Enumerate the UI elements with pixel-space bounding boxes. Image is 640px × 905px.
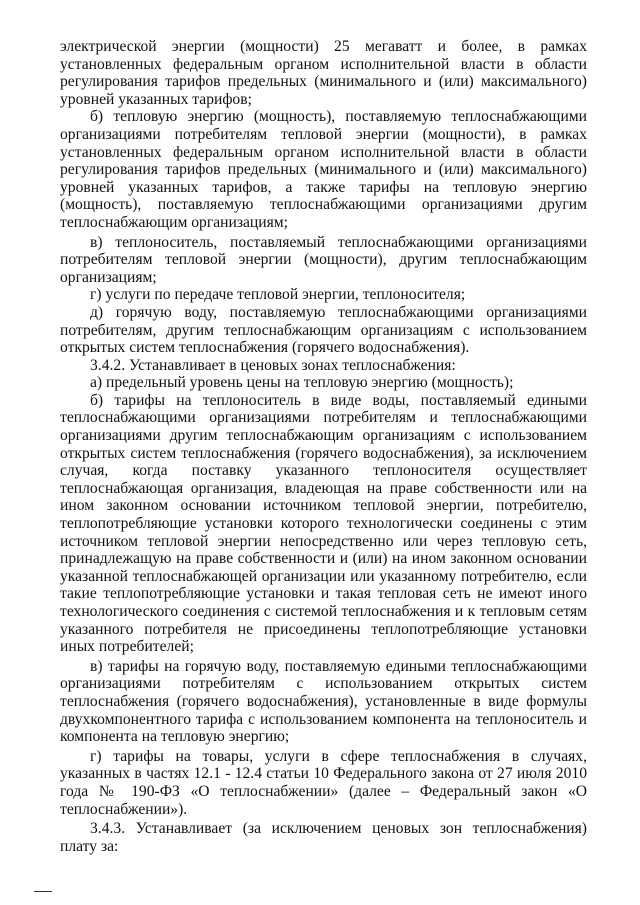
paragraph-item-g-goods-services-tariffs: г) тарифы на товары, услуги в сфере теплоснабжения в случаях, указанных в частях 12.1 - 12.4 статьи 10 Федерального закона от 27 июля 2010 года № 190-ФЗ «О теплоснабжении» (далее – Федеральный закон «О теплоснабжении»). bbox=[60, 747, 587, 818]
paragraph-continuation: электрической энергии (мощности) 25 мегаватт и более, в рамках установленных федеральным органом исполнительной власти в области регулирования тарифов предельных (минимального и (или) максимального) уровней указанных тарифов; bbox=[60, 38, 587, 108]
paragraph-item-g-transfer-services: г) услуги по передаче тепловой энергии, теплоносителя; bbox=[90, 286, 466, 304]
document-body bbox=[60, 38, 587, 855]
paragraph-item-a-price-limit: а) предельный уровень цены на тепловую энергию (мощность); bbox=[90, 374, 514, 392]
paragraph-section-3-4-3: 3.4.3. Устанавливает (за исключением ценовых зон теплоснабжения) плату за: bbox=[60, 820, 587, 855]
paragraph-item-b-heat-carrier-tariffs: б) тарифы на теплоноситель в виде воды, поставляемый едиными теплоснабжающими организациями потребителям и теплоснабжающими организациями другим теплоснабжающим организациям с использованием открытых систем теплоснабжения (горячего водоснабжения), за исключением случая, когда поставку указанного теплоносителя осуществляет теплоснабжающая организация, владеющая на праве собственности или на ином законном основании источником тепловой энергии, потребителю, теплопотребляющие установки которого технологически соединены с этим источником тепловой энергии непосредственно или через тепловую сеть, принадлежащую на праве собственности и (или) на ином законном основании указанной теплоснабжающей организации или указанному потребителю, если такие теплопотребляющие установки и такая тепловая сеть не имеют иного технологического соединения с системой теплоснабжения и к тепловым сетям указанного потребителя не присоединены теплопотребляющие установки иных потребителей; bbox=[60, 391, 587, 656]
footer-divider bbox=[34, 891, 52, 892]
paragraph-item-v-hot-water-tariffs: в) тарифы на горячую воду, поставляемую едиными теплоснабжающими организациями потребителям с использованием открытых систем теплоснабжения (горячего водоснабжения), установленные в виде формулы двухкомпонентного тарифа с использованием компонента на теплоноситель и компонента на тепловую энергию; bbox=[60, 657, 587, 746]
paragraph-item-v-heat-carrier: в) теплоноситель, поставляемый теплоснабжающими организациями потребителям тепловой энергии (мощности), другим теплоснабжающим организациям; bbox=[60, 233, 587, 286]
paragraph-item-b-heat-energy: б) тепловую энергию (мощность), поставляемую теплоснабжающими организациями потребителям тепловой энергии (мощности), в рамках установленных федеральным органом исполнительной власти в области регулирования тарифов предельных (минимального и (или) максимального) уровней указанных тарифов, а также тарифы на тепловую энергию (мощность), поставляемую теплоснабжающими организациями другим теплоснабжающим организациям; bbox=[60, 108, 587, 231]
paragraph-section-3-4-2: 3.4.2. Устанавливает в ценовых зонах теплоснабжения: bbox=[90, 356, 456, 374]
paragraph-item-d-hot-water: д) горячую воду, поставляемую теплоснабжающими организациями потребителям, другим теплоснабжающим организациям с использованием открытых систем теплоснабжения (горячего водоснабжения). bbox=[60, 303, 587, 357]
